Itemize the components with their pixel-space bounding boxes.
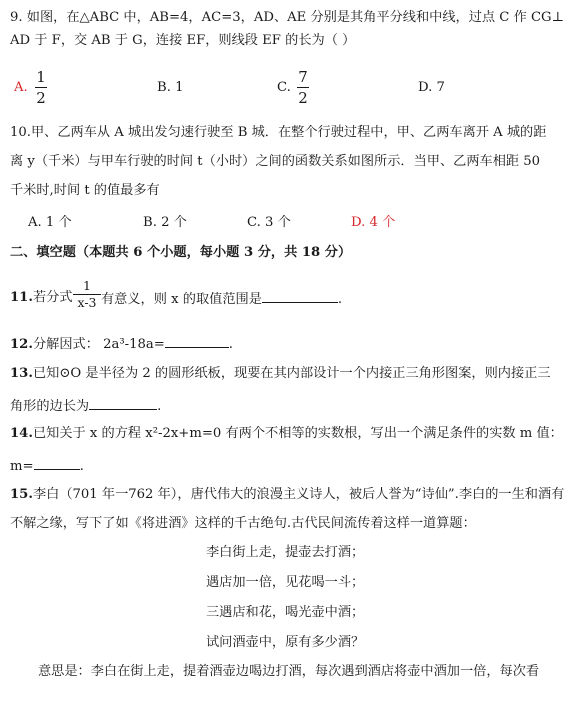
q11-period: . (337, 292, 343, 307)
q12-number: 12. (10, 337, 33, 352)
q14-period: . (79, 459, 84, 474)
section-heading: 二、填空题（本题共 6 个小题，每小题 3 分，共 18 分） (10, 245, 352, 260)
q10-line2: 离 y（千米）与甲车行驶的时间 t（小时）之间的函数关系如图所示．当甲、乙两车相距 50 (10, 154, 541, 169)
q12-text: 分解因式： 2a³-18a= (32, 337, 165, 352)
q14-line2 (10, 456, 84, 476)
fraction-bar (35, 87, 47, 88)
q9-line1: 9. 如图，在△ABC 中，AB=4，AC=3，AD、AE 分别是其角平分线和中线，过点 C 作 CG⊥ (10, 10, 564, 25)
q10-line3: 千米时,时间 t 的值最多有 (10, 183, 160, 198)
q10-line1: 10.甲、乙两车从 A 城出发匀速行驶至 B 城．在整个行驶过程中，甲、乙两车离开 A 城的距 (10, 125, 547, 140)
q11-number: 11. (10, 290, 33, 305)
q13-line2 (10, 396, 161, 416)
fraction-bar (297, 87, 309, 88)
fraction-denominator: 2 (298, 89, 308, 107)
q9-option-d: D. 7 (418, 80, 445, 95)
q14-text: 已知关于 x 的方程 x²-2x+m=0 有两个不相等的实数根，写出一个满足条件的实数 m 值： (32, 426, 563, 441)
q10-option-a: A. 1 个 (28, 215, 72, 230)
q13-period: . (157, 399, 162, 414)
q14-number: 14. (10, 426, 33, 441)
q9-option-c-fraction (297, 68, 309, 107)
fraction-numerator: 7 (298, 68, 308, 86)
q10-option-b: B. 2 个 (143, 215, 187, 230)
q14-line1 (10, 425, 563, 443)
q15-meaning: 意思是：李白在街上走，提着酒壶边喝边打酒，每次遇到酒店将壶中酒加一倍，每次看 (38, 664, 540, 679)
q11-text-start: 若分式 (32, 290, 73, 305)
poem-line-1: 李白街上走，提壶去打酒； (206, 545, 365, 560)
q11-fraction (73, 279, 101, 310)
answer-blank (165, 334, 229, 348)
answer-blank (34, 456, 80, 470)
poem-line-3: 三遇店和花，喝光壶中酒； (206, 605, 365, 620)
q9-option-b: B. 1 (157, 80, 184, 95)
q11-line (10, 289, 73, 307)
q9-line2: AD 于 F，交 AB 于 G，连接 EF，则线段 EF 的长为（ ） (10, 33, 356, 48)
q9-option-a-label: A. (14, 80, 28, 95)
q12-line (10, 334, 233, 354)
q11-text-end: 有意义，则 x 的取值范围是 (101, 292, 262, 307)
q13-number: 13. (10, 366, 33, 381)
q9-option-c-label: C. (277, 80, 291, 95)
poem-line-4: 试问酒壶中，原有多少酒？ (206, 635, 365, 650)
q14-text-2: m= (10, 459, 34, 474)
q15-line2: 不解之缘，写下了如《将进酒》这样的千古绝句.古代民间流传着这样一道算题： (10, 516, 476, 531)
q13-text: 已知⊙O 是半径为 2 的圆形纸板，现要在其内部设计一个内接正三角形图案，则内接正三 (32, 366, 551, 381)
q11-line-rest (101, 289, 342, 309)
q15-line1 (10, 486, 564, 504)
q10-option-d: D. 4 个 (351, 215, 396, 230)
poem-line-2: 遇店加一倍，见花喝一斗； (206, 575, 365, 590)
q15-number: 15. (10, 487, 33, 502)
q13-text-2: 角形的边长为 (10, 399, 90, 414)
q12-period: . (228, 337, 233, 352)
q13-line1 (10, 365, 551, 383)
answer-blank (262, 289, 338, 303)
fraction-denominator: 2 (36, 89, 46, 107)
fraction-numerator: 1 (83, 278, 91, 293)
q10-option-c: C. 3 个 (247, 215, 291, 230)
q9-option-a-fraction (35, 68, 47, 107)
fraction-denominator: x-3 (77, 295, 97, 310)
q15-text: 李白（701 年一762 年），唐代伟大的浪漫主义诗人，被后人誉为“诗仙”.李白的一生和酒有 (32, 487, 565, 502)
answer-blank (89, 396, 157, 410)
fraction-numerator: 1 (36, 68, 46, 86)
